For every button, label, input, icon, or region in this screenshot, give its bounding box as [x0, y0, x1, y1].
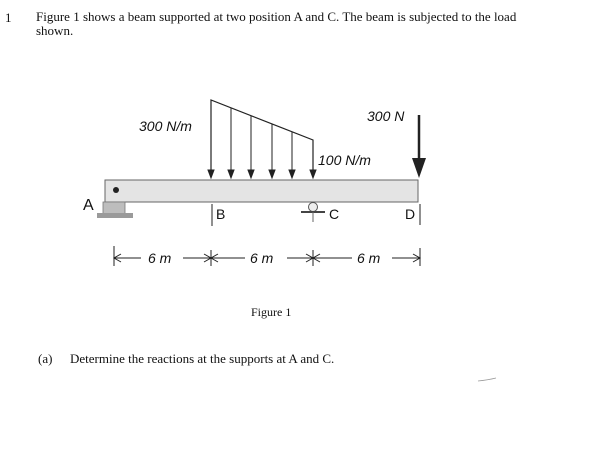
label-a: A — [83, 197, 94, 214]
span-1-label: 6 m — [148, 250, 172, 266]
beam — [105, 180, 418, 202]
support-a — [97, 202, 133, 218]
part-a-text: Determine the reactions at the supports at A and C. — [70, 351, 335, 366]
point-load-arrow — [412, 115, 426, 178]
figure-caption: Figure 1 — [251, 305, 292, 319]
label-c: C — [329, 206, 340, 222]
span-2-label: 6 m — [250, 250, 274, 266]
stray-mark — [478, 378, 496, 381]
label-300-n: 300 N — [367, 108, 405, 124]
label-100-nm: 100 N/m — [318, 152, 371, 168]
part-a — [38, 351, 334, 367]
span-3-label: 6 m — [357, 250, 381, 266]
label-300-nm: 300 N/m — [139, 118, 192, 134]
beam-pin-a — [113, 187, 119, 193]
distributed-load-outline — [211, 100, 313, 177]
support-c — [301, 203, 325, 223]
question-text: Figure 1 shows a beam supported at two position A and C. The beam is subjected to the load shown. — [36, 9, 517, 38]
question-number: 1 — [5, 10, 12, 25]
part-a-label: (a) — [38, 351, 53, 366]
distributed-load-arrows — [208, 100, 316, 178]
label-d: D — [405, 206, 416, 222]
label-b: B — [216, 206, 226, 222]
